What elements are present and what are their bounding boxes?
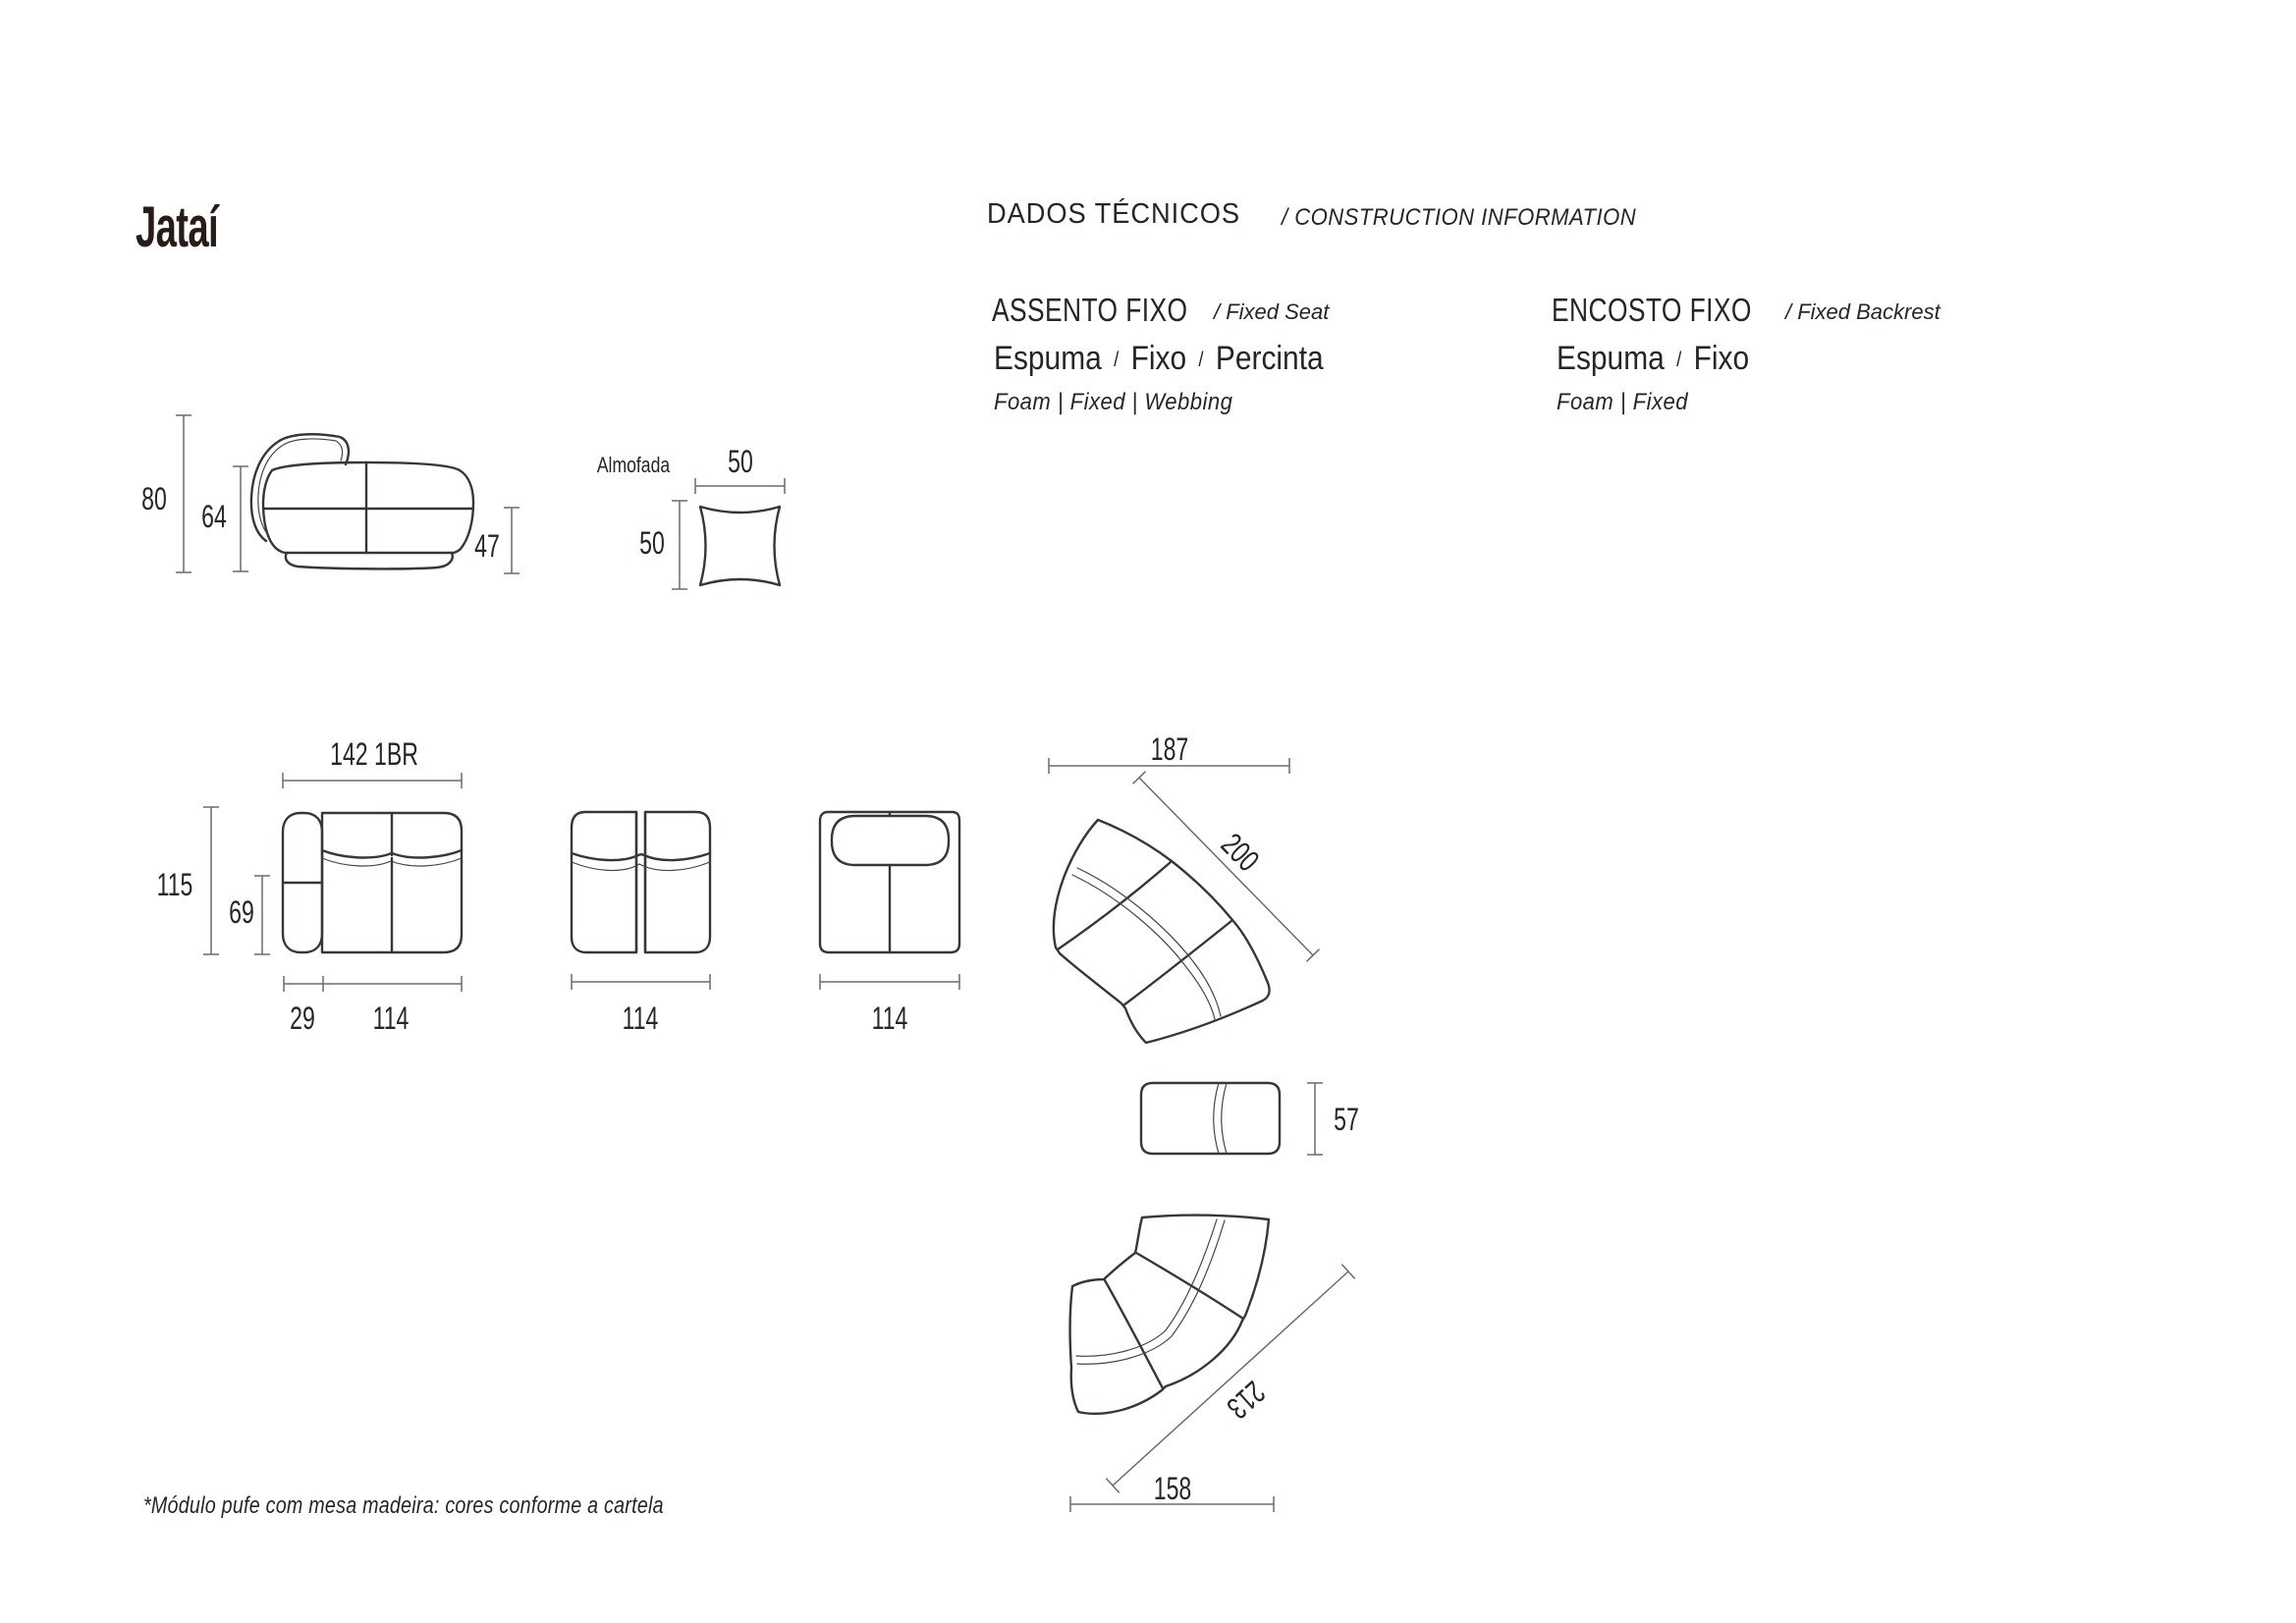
module-one-arm-label: 142 1BR: [330, 736, 418, 772]
backrest-material-foam: Espuma: [1557, 340, 1665, 377]
footnote: *Módulo pufe com mesa madeira: cores conforme a cartela: [143, 1492, 664, 1519]
seat-material-webbing: Percinta: [1215, 340, 1324, 377]
dim-cushion-height: 50: [639, 525, 665, 561]
dim-module-seat-depth: 69: [229, 894, 254, 930]
seat-section-title: ASSENTO FIXO: [992, 292, 1188, 328]
seat-material-foam: Espuma: [994, 340, 1102, 377]
cushion-label: Almofada: [596, 453, 671, 477]
backrest-material-fixed: Fixo: [1693, 340, 1750, 377]
dim-curve-bottom-width: 158: [1153, 1471, 1192, 1506]
pouf-bench-drawing: [1141, 1083, 1280, 1154]
dim-pouf-depth: 57: [1334, 1102, 1359, 1137]
dim-curve-bottom-length: 213: [1220, 1374, 1273, 1427]
seat-section-title-en: / Fixed Seat: [1214, 299, 1330, 324]
module-one-arm-drawing: [283, 813, 462, 952]
dim-curve-top-length: 200: [1214, 826, 1267, 879]
sofa-side-view-drawing: [251, 434, 473, 568]
module-armless-drawing: [572, 812, 710, 952]
dim-total-height: 80: [141, 481, 167, 516]
backrest-section-title-en: / Fixed Backrest: [1785, 299, 1941, 324]
dim-seat-height: 47: [474, 528, 500, 564]
dim-back-height: 64: [201, 499, 227, 534]
separator: /: [1676, 349, 1682, 371]
dim-table-module-width: 114: [871, 1001, 908, 1036]
seat-materials-pt: [994, 342, 1324, 375]
backrest-materials-pt: [1557, 342, 1749, 375]
separator: /: [1114, 349, 1120, 371]
dim-cushion-width: 50: [728, 444, 753, 479]
page-title: Jataí: [136, 195, 218, 259]
separator: /: [1198, 349, 1204, 371]
dim-seat-width: 114: [372, 1001, 410, 1036]
tech-data-heading-en: / CONSTRUCTION INFORMATION: [1282, 204, 1637, 231]
cushion-drawing: [700, 507, 780, 585]
dim-armless-width: 114: [622, 1001, 659, 1036]
dim-module-total-depth: 115: [156, 867, 193, 902]
dim-curve-top-width: 187: [1150, 731, 1189, 767]
seat-material-fixed: Fixo: [1130, 340, 1187, 377]
module-table-drawing: [820, 812, 959, 952]
seat-materials-en: Foam | Fixed | Webbing: [994, 389, 1233, 415]
tech-data-heading: DADOS TÉCNICOS: [987, 198, 1241, 230]
dim-arm-width: 29: [290, 1001, 315, 1036]
backrest-materials-en: Foam | Fixed: [1557, 389, 1688, 415]
backrest-section-title: ENCOSTO FIXO: [1552, 292, 1752, 328]
